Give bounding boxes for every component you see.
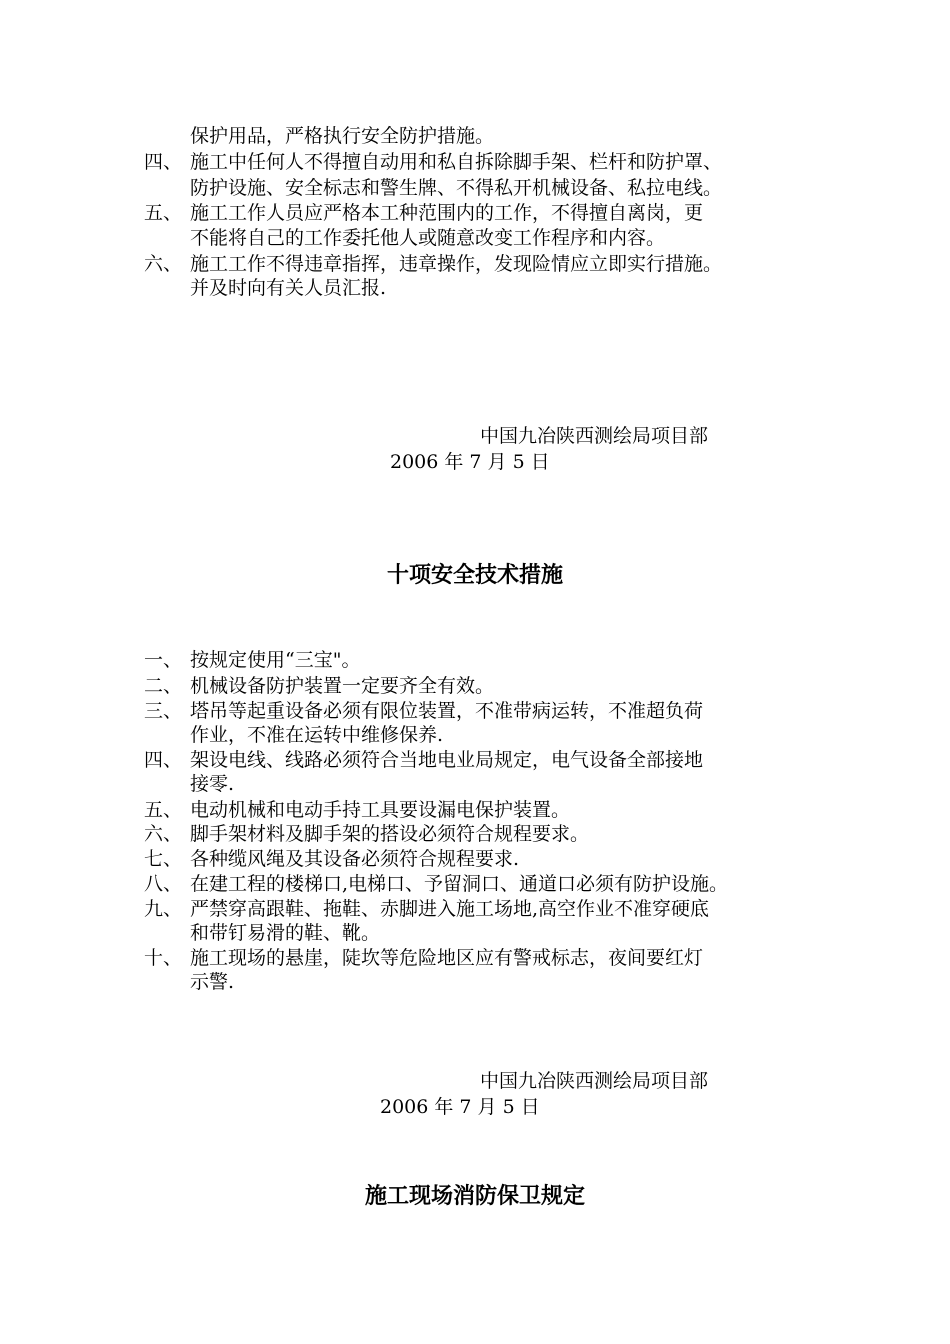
s2-line-12-num: 十、 bbox=[144, 947, 183, 969]
s1-date: 2006 年 7 月 5 日 bbox=[390, 451, 550, 473]
s1-line-1 bbox=[144, 150, 722, 174]
s1-line-5-text: 施工工作不得违章指挥，违章操作，发现险情应立即实行措施。 bbox=[190, 253, 723, 275]
s2-line-7 bbox=[144, 822, 589, 846]
s1-line-1-text: 施工中任何人不得擅自动用和私自拆除脚手架、栏杆和防护罩、 bbox=[190, 151, 723, 173]
s1-line-3-text: 施工工作人员应严格本工种范围内的工作，不得擅自离岗，更 bbox=[190, 202, 704, 224]
s2-line-0-text: 按规定使用“三宝"。 bbox=[190, 649, 361, 671]
s1-org: 中国九冶陕西测绘局项目部 bbox=[480, 425, 709, 447]
s2-line-4-num: 四、 bbox=[144, 749, 183, 771]
s2-line-6-text: 电动机械和电动手持工具要设漏电保护装置。 bbox=[190, 799, 571, 821]
s2-line-2 bbox=[144, 699, 703, 723]
s1-line-3 bbox=[144, 201, 703, 225]
s2-line-6-num: 五、 bbox=[144, 799, 183, 821]
s2-line-11 bbox=[190, 921, 380, 945]
s2-line-8-num: 七、 bbox=[144, 848, 183, 870]
s2-date: 2006 年 7 月 5 日 bbox=[380, 1096, 540, 1118]
s1-line-6 bbox=[190, 276, 386, 300]
s2-line-2-num: 三、 bbox=[144, 700, 183, 722]
s2-line-5 bbox=[190, 772, 234, 796]
s2-line-12 bbox=[144, 946, 703, 970]
s2-org: 中国九冶陕西测绘局项目部 bbox=[480, 1070, 709, 1092]
s1-line-0 bbox=[190, 124, 494, 148]
s2-line-6 bbox=[144, 798, 570, 822]
s1-line-6-text: 并及时向有关人员汇报. bbox=[190, 277, 387, 299]
s1-line-1-num: 四、 bbox=[144, 151, 183, 173]
s3-title: 施工现场消防保卫规定 bbox=[364, 1183, 585, 1209]
s2-line-1-text: 机械设备防护装置一定要齐全有效。 bbox=[190, 675, 495, 697]
s2-line-10 bbox=[144, 897, 709, 921]
s2-line-4-text: 架设电线、线路必须符合当地电业局规定，电气设备全部接地 bbox=[190, 749, 704, 771]
s2-line-13-text: 示警. bbox=[190, 971, 235, 993]
s2-line-7-num: 六、 bbox=[144, 823, 183, 845]
s2-line-8 bbox=[144, 847, 519, 871]
s2-line-0-num: 一、 bbox=[144, 649, 183, 671]
s2-line-7-text: 脚手架材料及脚手架的搭设必须符合规程要求。 bbox=[190, 823, 590, 845]
s2-line-0 bbox=[144, 648, 360, 672]
s1-line-5-num: 六、 bbox=[144, 253, 183, 275]
s2-line-9 bbox=[144, 872, 728, 896]
s2-line-12-text: 施工现场的悬崖，陡坎等危险地区应有警戒标志，夜间要红灯 bbox=[190, 947, 704, 969]
s2-line-9-num: 八、 bbox=[144, 873, 183, 895]
s2-line-13 bbox=[190, 970, 234, 994]
s1-line-3-num: 五、 bbox=[144, 202, 183, 224]
s1-line-0-text: 保护用品，严格执行安全防护措施。 bbox=[190, 125, 495, 147]
s2-line-2-text: 塔吊等起重设备必须有限位装置，不准带病运转，不准超负荷 bbox=[190, 700, 704, 722]
s1-line-2 bbox=[190, 176, 722, 200]
s2-line-10-text: 严禁穿高跟鞋、拖鞋、赤脚进入施工场地,高空作业不准穿硬底 bbox=[190, 898, 710, 920]
s2-line-4 bbox=[144, 748, 703, 772]
s1-line-2-text: 防护设施、安全标志和警生牌、不得私开机械设备、私拉电线。 bbox=[190, 177, 723, 199]
s2-line-10-num: 九、 bbox=[144, 898, 183, 920]
s2-line-3-text: 作业，不准在运转中维修保养. bbox=[190, 724, 444, 746]
s1-line-4 bbox=[190, 226, 665, 250]
s2-line-9-text: 在建工程的楼梯口,电梯口、予留洞口、通道口必须有防护设施。 bbox=[190, 873, 729, 895]
s2-title: 十项安全技术措施 bbox=[386, 562, 563, 588]
s2-line-8-text: 各种缆风绳及其设备必须符合规程要求. bbox=[190, 848, 520, 870]
s2-line-5-text: 接零. bbox=[190, 773, 235, 795]
s1-line-5 bbox=[144, 252, 722, 276]
s2-line-11-text: 和带钉易滑的鞋、靴。 bbox=[190, 922, 381, 944]
s1-line-4-text: 不能将自己的工作委托他人或随意改变工作程序和内容。 bbox=[190, 227, 666, 249]
s2-line-3 bbox=[190, 723, 443, 747]
s2-line-1 bbox=[144, 674, 494, 698]
s2-line-1-num: 二、 bbox=[144, 675, 183, 697]
